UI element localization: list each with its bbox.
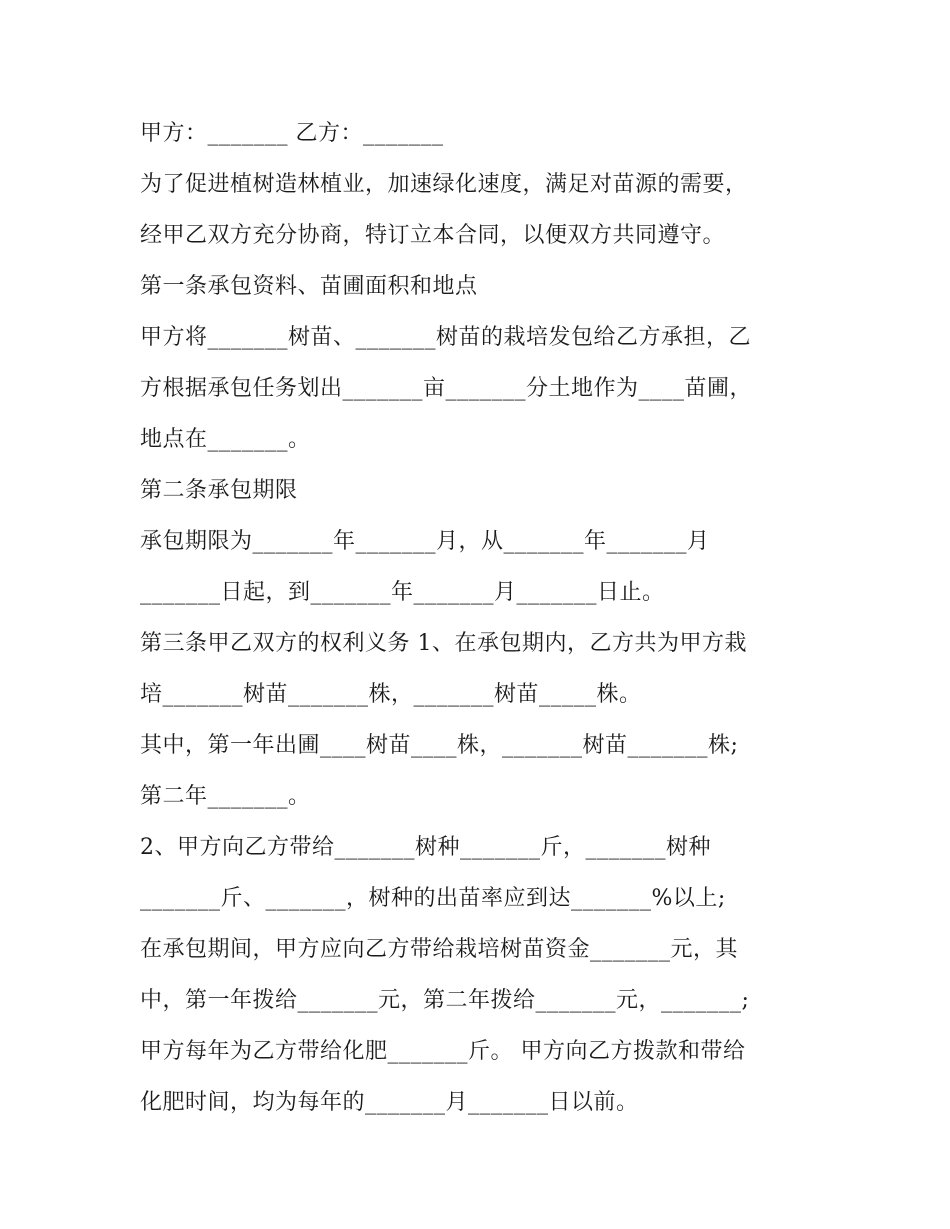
preamble-line-2: 经甲乙双方充分协商，特订立本合同，以便双方共同遵守。 <box>140 223 726 248</box>
party-line: 甲方：_______ 乙方：_______ <box>140 121 444 146</box>
article-3-line-2: 其中，第一年出圃____树苗____株，_______树苗_______株; <box>140 733 739 758</box>
article-3-heading: 第三条甲乙双方的权利义务 1、在承包期内，乙方共为甲方栽 <box>140 631 747 656</box>
preamble-line-1: 为了促进植树造林植业，加速绿化速度，满足对苗源的需要， <box>140 172 748 197</box>
article-3-line-3: 第二年_______。 <box>140 784 311 809</box>
clause-2-line-3: 在承包期间，甲方应向乙方带给栽培树苗资金_______元，其 <box>140 937 739 962</box>
clause-2-line-1: 2、甲方向乙方带给_______树种_______斤，_______树种 <box>140 835 711 860</box>
article-1-line-1: 甲方将_______树苗、_______树苗的栽培发包给乙方承担，乙 <box>140 325 752 350</box>
clause-2-line-5: 甲方每年为乙方带给化肥_______斤。 甲方向乙方拨款和带给 <box>140 1039 746 1064</box>
article-2-heading: 第二条承包期限 <box>140 478 298 503</box>
article-3-line-1: 培_______树苗_______株，_______树苗_____株。 <box>140 682 642 707</box>
clause-2-line-4: 中，第一年拨给_______元，第二年拨给_______元，_______; <box>140 988 750 1013</box>
article-1-line-3: 地点在_______。 <box>140 427 311 452</box>
clause-2-line-6: 化肥时间，均为每年的_______月_______日以前。 <box>140 1090 639 1115</box>
article-2-line-2: _______日起，到_______年_______月_______日止。 <box>140 580 665 605</box>
contract-body <box>140 108 820 1128</box>
article-2-line-1: 承包期限为_______年_______月，从_______年_______月 <box>140 529 710 554</box>
clause-2-line-2: _______斤、_______，树种的出苗率应到达_______%以上; <box>140 886 726 911</box>
article-1-line-2: 方根据承包任务划出_______亩_______分土地作为____苗圃， <box>140 376 753 401</box>
article-1-heading: 第一条承包资料、苗圃面积和地点 <box>140 274 478 299</box>
